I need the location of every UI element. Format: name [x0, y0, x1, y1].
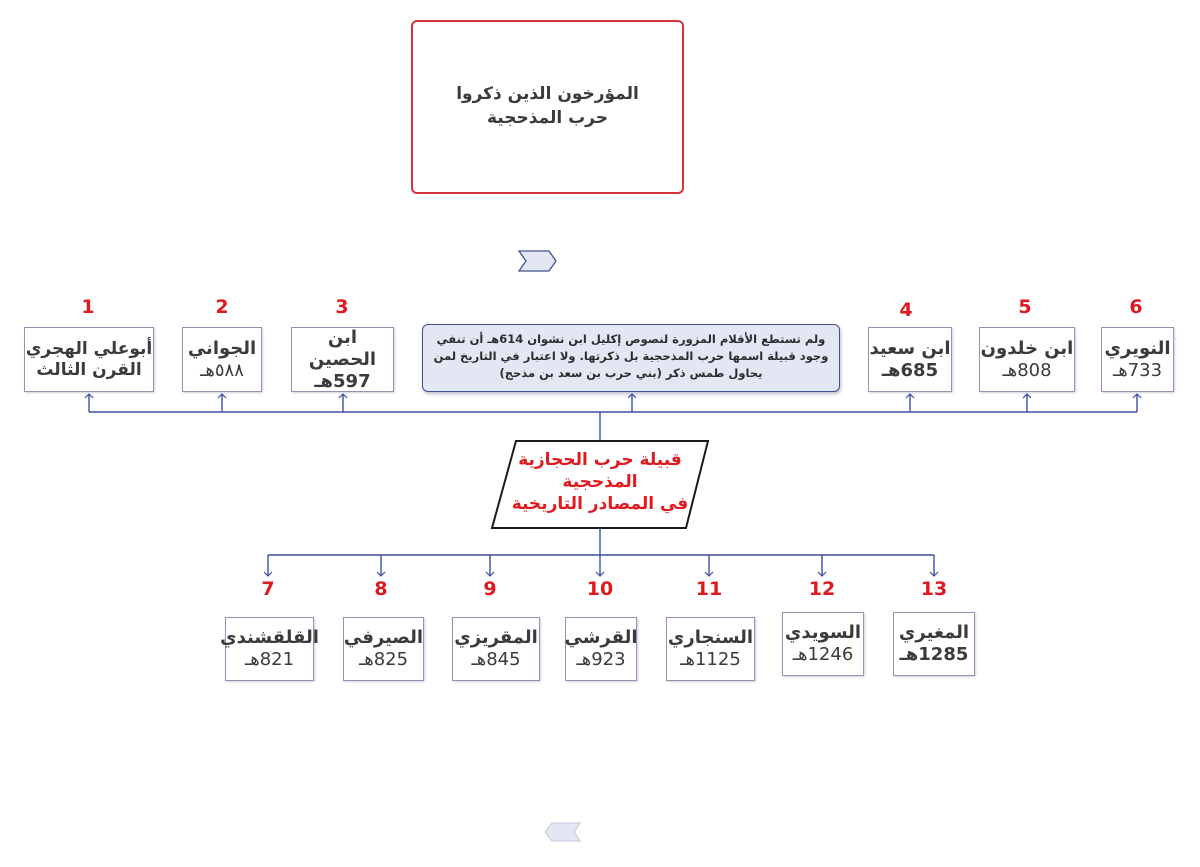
source-box-11 — [666, 617, 755, 681]
source-year: 1246هـ — [792, 644, 854, 665]
source-number-2: 2 — [215, 296, 229, 318]
source-name: أبوعلي الهجري — [25, 338, 153, 359]
source-number-12: 12 — [808, 578, 836, 600]
source-box-12 — [782, 612, 864, 676]
diagram-title — [411, 82, 684, 130]
source-name: السويدي — [784, 622, 862, 643]
source-century: القرن الثالث — [36, 359, 142, 380]
top-connectors — [89, 394, 1137, 440]
source-box-6 — [1101, 327, 1174, 392]
source-year: 1285هـ — [899, 644, 969, 665]
bottom-connectors — [268, 528, 934, 576]
source-number-9: 9 — [483, 578, 497, 600]
source-box-1 — [24, 327, 154, 392]
source-box-2 — [182, 327, 262, 392]
source-name: القرشي — [564, 627, 638, 648]
source-year: 808هـ — [1002, 359, 1052, 381]
source-year: 1125هـ — [680, 649, 741, 670]
source-number-1: 1 — [81, 296, 95, 318]
source-name: القلقشندي — [220, 627, 319, 648]
source-number-3: 3 — [335, 296, 349, 318]
source-name: النويري — [1104, 337, 1171, 359]
source-number-4: 4 — [899, 299, 913, 321]
source-name: ابن سعيد — [869, 337, 951, 359]
source-box-10 — [565, 617, 637, 681]
source-box-3 — [291, 327, 394, 392]
title-line-2: حرب المذحجية — [486, 108, 608, 128]
source-number-11: 11 — [695, 578, 723, 600]
source-number-6: 6 — [1129, 296, 1143, 318]
center-line-1: قبيلة حرب الحجازية — [518, 450, 682, 470]
note-text: ولم تستطع الأقلام المزورة لنصوص إكليل ابن نشوان 614هـ أن تنفي وجود قبيلة اسمها حرب المذحجية بل ذكرتها. ولا اعتبار في التاريخ لمن يحاول طمس ذكر (بني حرب بن سعد بن مذحج) — [433, 332, 829, 380]
source-box-4 — [868, 327, 952, 392]
source-name: ابن الحصين — [308, 326, 377, 370]
source-box-13 — [893, 612, 975, 676]
source-year: 923هـ — [576, 649, 626, 670]
source-number-10: 10 — [586, 578, 614, 600]
title-line-1: المؤرخون الذين ذكروا — [456, 84, 639, 104]
source-year: 733هـ — [1112, 359, 1163, 381]
center-label — [500, 449, 700, 515]
source-year: 845هـ — [471, 649, 521, 670]
source-box-5 — [979, 327, 1075, 392]
source-year: 597هـ — [314, 370, 371, 392]
source-number-8: 8 — [374, 578, 388, 600]
note-box — [422, 324, 840, 392]
source-number-5: 5 — [1018, 296, 1032, 318]
top-marker-icon — [519, 251, 556, 271]
source-number-13: 13 — [920, 578, 948, 600]
bottom-marker-icon — [545, 823, 580, 841]
center-line-3: في المصادر التاريخية — [511, 494, 689, 514]
source-name: ابن خلدون — [980, 337, 1074, 359]
source-year: 685هـ — [881, 359, 939, 381]
center-line-2: المذحجية — [562, 472, 638, 492]
source-box-7 — [220, 617, 319, 681]
source-year: ٥٨٨هـ — [200, 359, 244, 381]
source-number-7: 7 — [261, 578, 275, 600]
source-year: 825هـ — [358, 649, 409, 670]
source-name: المقريزي — [454, 627, 538, 648]
source-name: الصيرفي — [343, 627, 424, 648]
source-name: السنجاري — [667, 627, 754, 648]
source-year: 821هـ — [244, 649, 295, 670]
source-box-8 — [343, 617, 424, 681]
source-box-9 — [452, 617, 540, 681]
source-name: المغيري — [898, 622, 970, 643]
source-name: الجواني — [187, 337, 257, 359]
